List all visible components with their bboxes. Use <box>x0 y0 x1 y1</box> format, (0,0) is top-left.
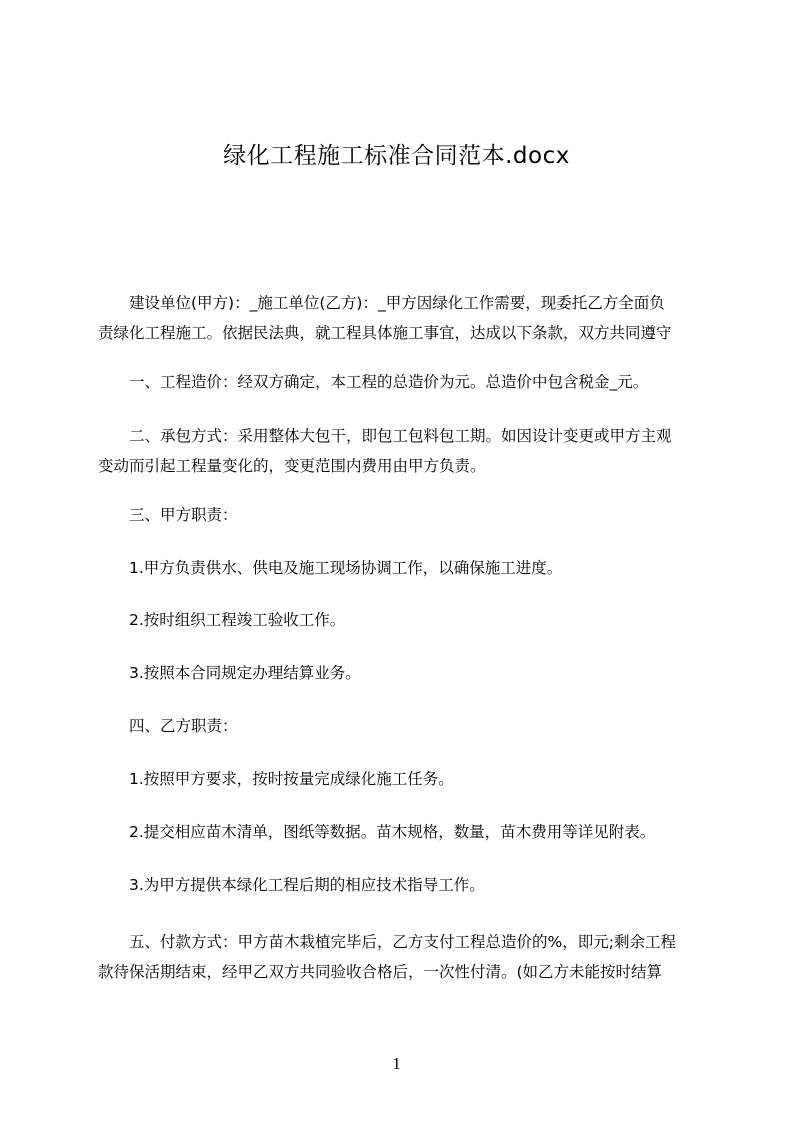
paragraph-party-a-heading <box>98 500 704 530</box>
paragraph-line: 3.按照本合同规定办理结算业务。 <box>98 664 361 682</box>
paragraph-party-a-duty-1 <box>98 553 704 583</box>
paragraph-parties <box>98 288 704 348</box>
paragraph-payment-terms <box>98 927 704 987</box>
document-title: 绿化工程施工标准合同范本.docx <box>223 143 570 169</box>
paragraph-project-cost <box>98 367 704 397</box>
paragraph-line: 一、工程造价：经双方确定，本工程的总造价为元。总造价中包含税金_元。 <box>98 373 649 391</box>
paragraph-line: 3.为甲方提供本绿化工程后期的相应技术指导工作。 <box>98 876 485 894</box>
paragraph-party-b-heading <box>98 711 704 741</box>
paragraph-line: 三、甲方职责： <box>98 506 238 524</box>
paragraph-line: 2.提交相应苗木清单，图纸等数据。苗木规格，数量，苗木费用等详见附表。 <box>98 823 656 841</box>
paragraph-line: 二、承包方式：采用整体大包干，即包工包料包工期。如因设计变更或甲方主观 <box>98 427 672 445</box>
paragraph-party-b-duty-3 <box>98 870 704 900</box>
paragraph-line: 建设单位(甲方)：_施工单位(乙方)：_甲方因绿化工作需要，现委托乙方全面负 <box>98 294 665 312</box>
paragraph-contract-mode <box>98 421 704 481</box>
paragraph-party-a-duty-3 <box>98 658 704 688</box>
page-number: 1 <box>392 1054 401 1073</box>
paragraph-line: 五、付款方式：甲方苗木栽植完毕后，乙方支付工程总造价的%，即元;剩余工程 <box>98 933 676 951</box>
paragraph-party-b-duty-1 <box>98 764 704 794</box>
paragraph-line: 变动而引起工程量变化的，变更范围内费用由甲方负责。 <box>98 457 486 475</box>
paragraph-line: 责绿化工程施工。依据民法典，就工程具体施工事宜，达成以下条款，双方共同遵守 <box>98 324 672 342</box>
paragraph-party-a-duty-2 <box>98 605 704 635</box>
paragraph-line: 2.按时组织工程竣工验收工作。 <box>98 611 346 629</box>
paragraph-line: 1.按照甲方要求，按时按量完成绿化施工任务。 <box>98 770 454 788</box>
paragraph-party-b-duty-2 <box>98 817 704 847</box>
paragraph-line: 1.甲方负责供水、供电及施工现场协调工作，以确保施工进度。 <box>98 559 563 577</box>
paragraph-line: 款待保活期结束，经甲乙双方共同验收合格后，一次性付清。(如乙方未能按时结算 <box>98 963 663 981</box>
paragraph-line: 四、乙方职责： <box>98 717 238 735</box>
